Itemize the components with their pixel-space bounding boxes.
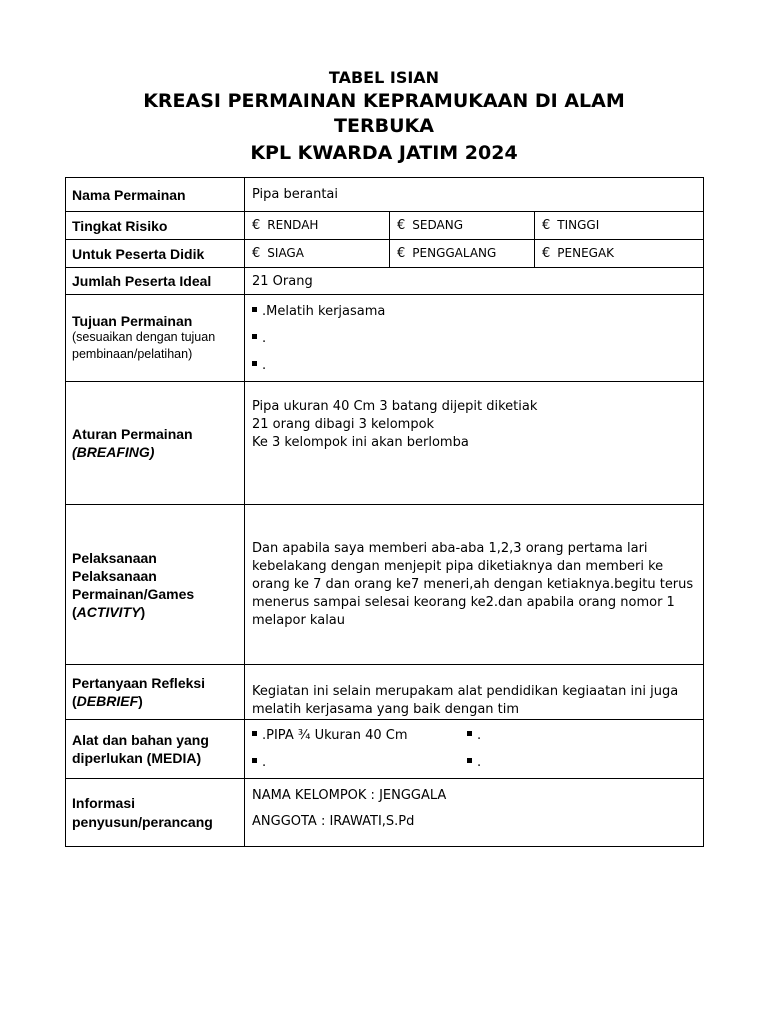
label-tingkat-risiko: Tingkat Risiko xyxy=(66,212,245,240)
label-refleksi: Pertanyaan Refleksi (DEBRIEF) xyxy=(66,665,245,720)
value-aturan-permainan[interactable]: Pipa ukuran 40 Cm 3 batang dijepit diketiak 21 orang dibagi 3 kelompok Ke 3 kelompok ini akan berlomba xyxy=(245,382,704,505)
row-jumlah-peserta xyxy=(66,268,704,295)
row-refleksi xyxy=(66,665,704,720)
bullet-icon xyxy=(467,731,472,736)
checkbox-icon: € xyxy=(252,246,261,261)
label-peserta-didik: Untuk Peserta Didik xyxy=(66,240,245,268)
value-pelaksanaan[interactable]: Dan apabila saya memberi aba-aba 1,2,3 orang pertama lari kebelakang dengan menjepit pipa diketiaknya dan memberi ke orang ke 7 dan orang ke7 meneri,ah dengan ketiaknya.begitu terus menerus sampai selesai keorang ke2.dan apabila orang nomor 1 melapor kalau xyxy=(245,505,704,665)
label-tujuan-sub: (sesuaikan dengan tujuan pembinaan/pelatihan) xyxy=(72,330,216,361)
bullet-icon xyxy=(252,758,257,763)
label-nama-permainan: Nama Permainan xyxy=(66,178,245,212)
form-table xyxy=(65,177,704,847)
bullet-icon xyxy=(252,307,257,312)
value-jumlah-peserta[interactable]: 21 Orang xyxy=(245,268,704,295)
row-tujuan-permainan xyxy=(66,295,704,382)
label-jumlah-peserta: Jumlah Peserta Ideal xyxy=(66,268,245,295)
label-pelaksanaan: Pelaksanaan Pelaksanaan Permainan/Games (ACTIVITY) xyxy=(66,505,245,665)
row-nama-permainan xyxy=(66,178,704,212)
list-item: . xyxy=(252,749,467,776)
list-item: . xyxy=(252,325,703,352)
checkbox-icon: € xyxy=(397,218,406,233)
label-tujuan-permainan: Tujuan Permainan (sesuaikan dengan tujuan pembinaan/pelatihan) xyxy=(66,295,245,382)
option-penegak[interactable]: € PENEGAK xyxy=(535,240,704,268)
checkbox-icon: € xyxy=(542,218,551,233)
checkbox-icon: € xyxy=(542,246,551,261)
option-penggalang[interactable]: € PENGGALANG xyxy=(390,240,535,268)
label-informasi: Informasi penyusun/perancang xyxy=(66,779,245,847)
list-item: .PIPA ¾ Ukuran 40 Cm xyxy=(252,722,467,749)
row-pelaksanaan xyxy=(66,505,704,665)
row-aturan-permainan xyxy=(66,382,704,505)
title-line-2: KREASI PERMAINAN KEPRAMUKAAN DI ALAM xyxy=(143,90,625,112)
row-tingkat-risiko xyxy=(66,212,704,240)
bullet-icon xyxy=(467,758,472,763)
checkbox-icon: € xyxy=(397,246,406,261)
checkbox-icon: € xyxy=(252,218,261,233)
row-media xyxy=(66,720,704,779)
value-refleksi[interactable]: Kegiatan ini selain merupakam alat pendidikan kegiaatan ini juga melatih kerjasama yang baik dengan tim xyxy=(245,665,704,720)
bullet-icon xyxy=(252,361,257,366)
row-peserta-didik xyxy=(66,240,704,268)
list-item: .Melatih kerjasama xyxy=(252,298,703,325)
bullet-icon xyxy=(252,731,257,736)
title-line-1: TABEL ISIAN xyxy=(328,68,440,87)
option-siaga[interactable]: € SIAGA xyxy=(245,240,390,268)
option-sedang[interactable]: € SEDANG xyxy=(390,212,535,240)
title-line-3: TERBUKA xyxy=(334,115,434,137)
list-item: . xyxy=(467,749,703,776)
list-item: . xyxy=(467,722,703,749)
document-title xyxy=(0,68,768,168)
option-tinggi[interactable]: € TINGGI xyxy=(535,212,704,240)
value-informasi[interactable]: NAMA KELOMPOK : JENGGALA ANGGOTA : IRAWATI,S.Pd xyxy=(245,779,704,847)
label-media: Alat dan bahan yang diperlukan (MEDIA) xyxy=(66,720,245,779)
label-aturan-permainan: Aturan Permainan (BREAFING) xyxy=(66,382,245,505)
title-line-4: KPL KWARDA JATIM 2024 xyxy=(250,142,518,164)
option-rendah[interactable]: € RENDAH xyxy=(245,212,390,240)
value-media[interactable] xyxy=(245,720,704,779)
list-item: . xyxy=(252,352,703,379)
value-tujuan-permainan[interactable] xyxy=(245,295,704,382)
bullet-icon xyxy=(252,334,257,339)
value-nama-permainan[interactable]: Pipa berantai xyxy=(245,178,704,212)
row-informasi xyxy=(66,779,704,847)
